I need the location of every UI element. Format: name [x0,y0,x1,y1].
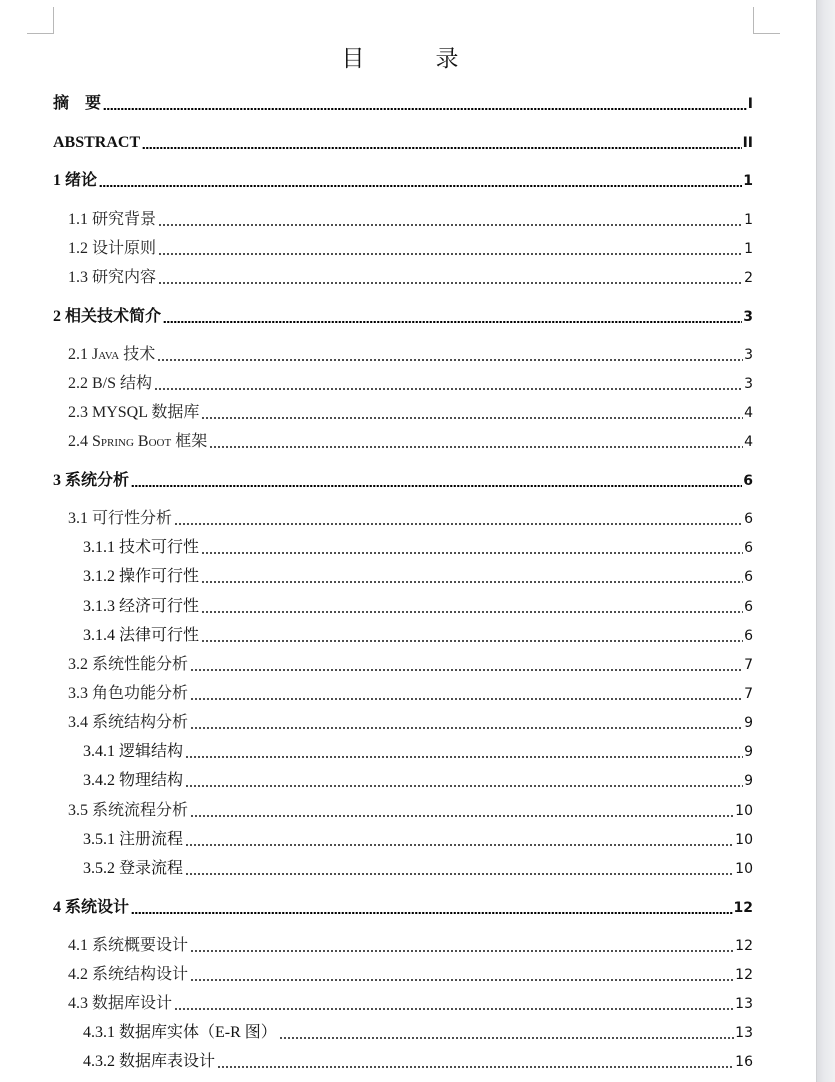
toc-entry[interactable] [83,565,753,587]
toc-entry-label: 2.4 Spring Boot 框架 [68,433,208,450]
crop-mark-top-right [753,7,780,34]
dot-leader [190,950,734,952]
toc-entry-page-number: 12 [735,938,753,954]
toc-entry[interactable] [53,169,753,191]
toc-entry[interactable] [68,237,753,259]
dot-leader [201,640,743,642]
toc-entry-page-number: 13 [735,996,753,1012]
toc-entry-label: 1.3 研究内容 [68,269,157,286]
toc-entry-page-number: 6 [744,511,753,527]
dot-leader [217,1066,734,1068]
toc-entry-page-number: 10 [735,803,753,819]
toc-entry-page-number: 13 [735,1025,753,1041]
toc-entry-page-number: 16 [735,1054,753,1070]
toc-entry-page-number: 3 [744,376,753,392]
toc-entry-label: 4.3.2 数据库表设计 [83,1053,216,1070]
toc-entry-label: 3.4.1 逻辑结构 [83,743,184,760]
dot-leader [190,979,734,981]
toc-entry-label: 2 相关技术简介 [53,308,162,325]
toc-entry-label: 4.1 系统概要设计 [68,937,189,954]
toc-entry-page-number: 10 [735,861,753,877]
dot-leader [157,359,743,361]
toc-entry-label: ABSTRACT [53,134,141,151]
toc-entry-page-number: 10 [735,832,753,848]
dot-leader [185,844,734,846]
toc-entry-page-number: 6 [743,473,753,489]
dot-leader [158,282,743,284]
toc-entry-label: 3.3 角色功能分析 [68,685,189,702]
dot-leader [142,147,741,149]
toc-entry[interactable] [83,828,753,850]
dot-leader [190,669,743,671]
dot-leader [190,815,734,817]
dot-leader [201,611,743,613]
toc-entry[interactable] [53,469,753,491]
toc-entry[interactable] [53,305,753,327]
toc-entry-page-number: 4 [744,434,753,450]
toc-entry[interactable] [68,507,753,529]
toc-entry[interactable] [68,208,753,230]
toc-entry[interactable] [83,769,753,791]
toc-entry[interactable] [68,799,753,821]
toc-entry-label: 3.1 可行性分析 [68,510,173,527]
dot-leader [158,224,743,226]
dot-leader [201,552,743,554]
toc-entry-page-number: 6 [744,569,753,585]
toc-entry-label: 1 绪论 [53,172,98,189]
toc-entry-page-number: 7 [744,657,753,673]
toc-entry-page-number: 1 [744,241,753,257]
toc-entry-page-number: II [742,135,753,151]
toc-entry[interactable] [83,536,753,558]
toc-entry-label: 3.1.4 法律可行性 [83,627,200,644]
toc-entry-label: 4 系统设计 [53,899,130,916]
toc-entry-label: 3.4 系统结构分析 [68,714,189,731]
dot-leader [201,581,743,583]
toc-entry-label: 3.5.2 登录流程 [83,860,184,877]
toc-entry-page-number: I [747,96,753,112]
dot-leader [131,912,733,914]
toc-entry-page-number: 6 [744,599,753,615]
toc-entry[interactable] [68,711,753,733]
toc-entry-page-number: 9 [744,744,753,760]
dot-leader [279,1037,734,1039]
toc-entry[interactable] [68,401,753,423]
toc-entry[interactable] [68,430,753,452]
toc-entry-page-number: 4 [744,405,753,421]
toc-entry[interactable] [68,372,753,394]
toc-entry-page-number: 6 [744,628,753,644]
toc-entry-page-number: 12 [733,900,753,916]
toc-entry[interactable] [53,92,753,114]
toc-entry[interactable] [53,896,753,918]
toc-entry[interactable] [68,266,753,288]
toc-entry-label: 3.2 系统性能分析 [68,656,189,673]
toc-entry-label: 4.3.1 数据库实体（E-R 图） [83,1024,277,1041]
dot-leader [190,727,743,729]
dot-leader [201,417,743,419]
toc-entry[interactable] [68,963,753,985]
toc-entry-page-number: 12 [735,967,753,983]
toc-entry-page-number: 9 [744,715,753,731]
toc-entry[interactable] [68,934,753,956]
toc-entry[interactable] [83,1021,753,1043]
toc-entry-page-number: 1 [744,212,753,228]
dot-leader [185,785,743,787]
toc-entry-page-number: 3 [743,309,753,325]
toc-entry-label: 4.3 数据库设计 [68,995,173,1012]
dot-leader [185,756,743,758]
toc-entry[interactable] [68,343,753,365]
crop-mark-top-left [27,7,54,34]
toc-entry-page-number: 1 [743,173,753,189]
toc-entry-label: 2.3 MYSQL 数据库 [68,404,200,421]
dot-leader [185,873,734,875]
toc-entry[interactable] [68,992,753,1014]
toc-entry-page-number: 6 [744,540,753,556]
dot-leader [190,698,743,700]
toc-entry[interactable] [83,857,753,879]
toc-entry[interactable] [83,624,753,646]
toc-entry-page-number: 7 [744,686,753,702]
dot-leader [163,321,742,323]
toc-entry-label: 2.1 Java 技术 [68,346,156,363]
toc-entry-label: 3.1.2 操作可行性 [83,568,200,585]
toc-entry-label: 3.4.2 物理结构 [83,772,184,789]
toc-entry-label: 1.2 设计原则 [68,240,157,257]
toc-entry-label: 3.5.1 注册流程 [83,831,184,848]
toc-entry[interactable] [53,131,753,153]
toc-entry-label: 4.2 系统结构设计 [68,966,189,983]
dot-leader [158,253,743,255]
dot-leader [103,108,747,110]
toc-entry-label: 2.2 B/S 结构 [68,375,153,392]
toc-entry[interactable] [68,653,753,675]
toc-entry-page-number: 9 [744,773,753,789]
dot-leader [154,388,743,390]
dot-leader [99,185,742,187]
toc-entry[interactable] [83,740,753,762]
scrollbar-track[interactable] [816,0,835,1082]
toc-entry-page-number: 3 [744,347,753,363]
dot-leader [174,523,743,525]
toc-entry[interactable] [68,682,753,704]
dot-leader [131,485,742,487]
toc-entry-label: 3.1.1 技术可行性 [83,539,200,556]
toc-title: 目 录 [341,46,483,72]
toc-entry-label: 3 系统分析 [53,472,130,489]
toc-entry-label: 3.5 系统流程分析 [68,802,189,819]
toc-entry-label: 3.1.3 经济可行性 [83,598,200,615]
dot-leader [209,446,743,448]
dot-leader [174,1008,734,1010]
toc-entry-label: 摘 要 [53,95,102,112]
toc-entry[interactable] [83,595,753,617]
toc-entry-label: 1.1 研究背景 [68,211,157,228]
toc-entry[interactable] [83,1050,753,1072]
toc-entry-page-number: 2 [744,270,753,286]
